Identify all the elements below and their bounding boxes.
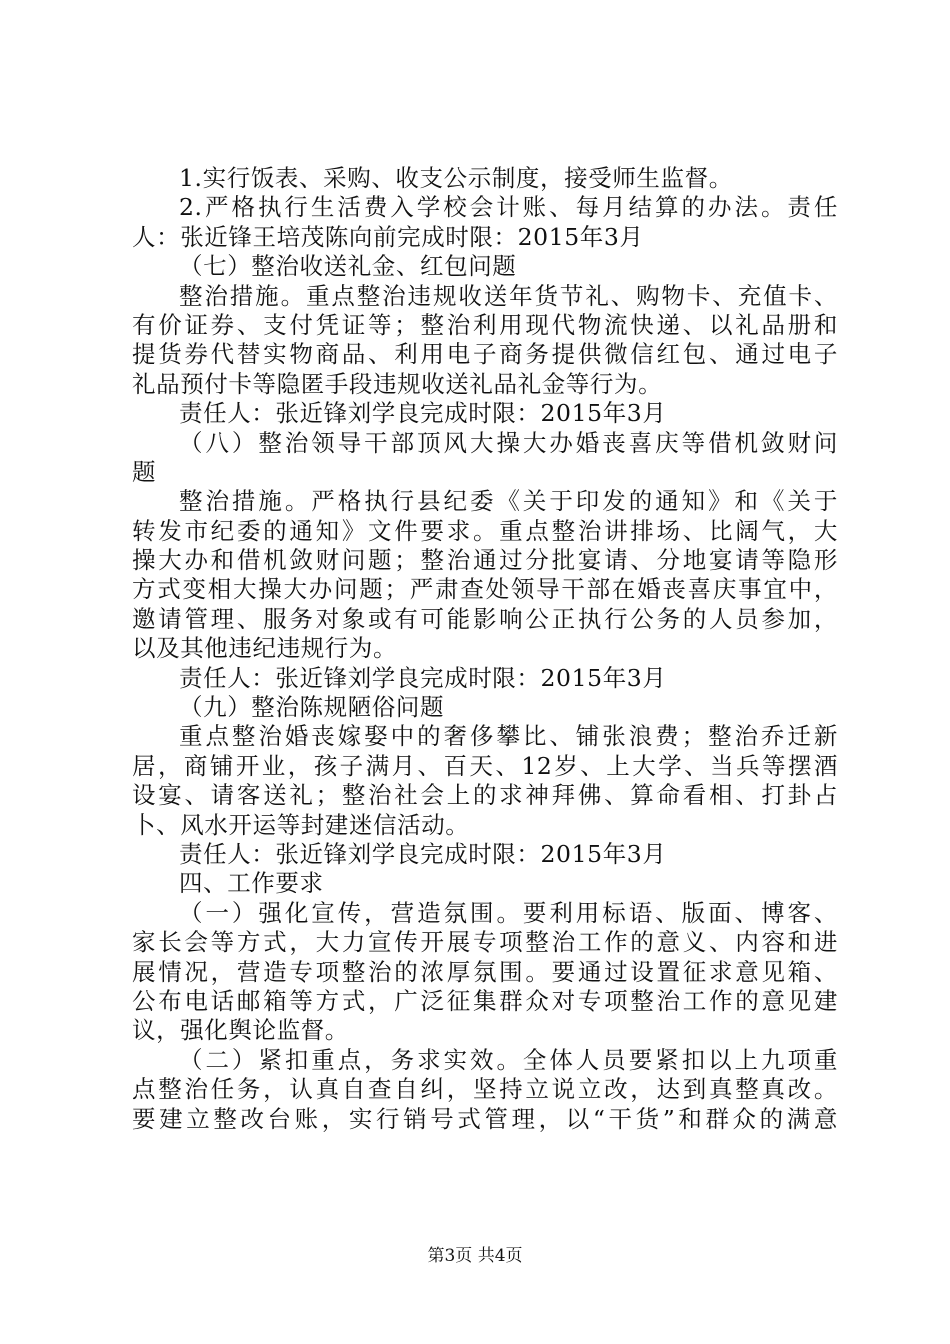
text-line: （八）整治领导干部顶风大操大办婚丧喜庆等借机敛财问 [179,428,838,457]
text-line: 展情况，营造专项整治的浓厚氛围。要通过设置征求意见箱、 [132,957,838,986]
text-line: 责任人：张近锋刘学良完成时限：2015年3月 [179,399,667,428]
document-body [132,164,838,1134]
text-line: 礼品预付卡等隐匿手段违规收送礼品礼金等行为。 [132,369,663,398]
text-line: 有价证券、支付凭证等；整治利用现代物流快递、以礼品册和 [132,310,838,339]
text-line: 卜、风水开运等封建迷信活动。 [132,810,470,839]
text-line: 要建立整改台账，实行销号式管理，以“干货”和群众的满意 [132,1104,838,1133]
text-line: 四、工作要求 [179,869,324,898]
text-line: 点整治任务，认真自查自纠，坚持立说立改，达到真整真改。 [132,1075,838,1104]
text-line: 责任人：张近锋刘学良完成时限：2015年3月 [179,839,667,868]
text-line: 整治措施。重点整治违规收送年货节礼、购物卡、充值卡、 [179,281,838,310]
text-line: 议，强化舆论监督。 [132,1016,349,1045]
page-footer: 第3页 共4页 [427,1246,523,1266]
text-line: 2.严格执行生活费入学校会计账、每月结算的办法。责任 [179,193,838,222]
text-line: （七）整治收送礼金、红包问题 [179,252,517,281]
text-line: （一）强化宣传，营造氛围。要利用标语、版面、博客、 [179,898,838,927]
text-line: （二）紧扣重点，务求实效。全体人员要紧扣以上九项重 [179,1045,838,1074]
text-line: 1.实行饭表、采购、收支公示制度，接受师生监督。 [179,164,733,192]
text-line: 方式变相大操大办问题；严肃查处领导干部在婚丧喜庆事宜中， [132,575,838,604]
text-line: 重点整治婚丧嫁娶中的奢侈攀比、铺张浪费；整治乔迁新 [179,722,838,751]
text-line: 人：张近锋王培茂陈向前完成时限：2015年3月 [132,222,644,251]
text-line: 设宴、请客送礼；整治社会上的求神拜佛、算命看相、打卦占 [132,781,838,810]
text-line: 整治措施。严格执行县纪委《关于印发的通知》和《关于 [179,487,838,516]
text-line: 责任人：张近锋刘学良完成时限：2015年3月 [179,663,667,692]
text-line: 邀请管理、服务对象或有可能影响公正执行公务的人员参加， [132,604,838,633]
text-line: （九）整治陈规陋俗问题 [179,693,445,722]
text-line: 家长会等方式，大力宣传开展专项整治工作的意义、内容和进 [132,928,838,957]
text-line: 转发市纪委的通知》文件要求。重点整治讲排场、比阔气，大 [132,516,838,545]
text-line: 操大办和借机敛财问题；整治通过分批宴请、分地宴请等隐形 [132,546,838,575]
text-line: 居，商铺开业，孩子满月、百天、12岁、上大学、当兵等摆酒 [132,751,838,780]
text-line: 公布电话邮箱等方式，广泛征集群众对专项整治工作的意见建 [132,986,838,1015]
text-line: 题 [132,457,157,486]
text-line: 以及其他违纪违规行为。 [132,634,398,663]
text-line: 提货券代替实物商品、利用电子商务提供微信红包、通过电子 [132,340,838,369]
